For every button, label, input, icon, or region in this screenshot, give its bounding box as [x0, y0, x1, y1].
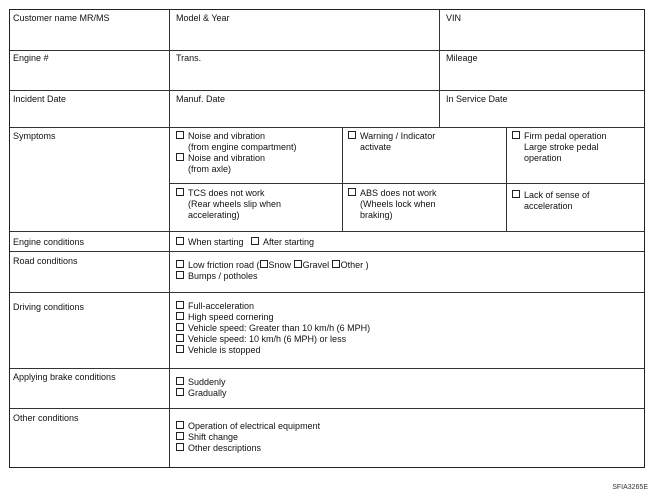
row-divider: [10, 368, 644, 369]
incident-date-label: Incident Date: [13, 94, 67, 104]
engine-conditions-label: Engine conditions: [13, 237, 85, 247]
symptom-firm-pedal: Firm pedal operation Large stroke pedal operation: [512, 131, 607, 164]
row-divider: [170, 183, 644, 184]
row-divider: [10, 50, 644, 51]
manuf-date-label: Manuf. Date: [176, 94, 226, 104]
row-divider: [10, 231, 644, 232]
figure-code: SFIA3265E: [612, 484, 648, 491]
checkbox[interactable]: [348, 131, 356, 139]
checkbox[interactable]: [176, 188, 184, 196]
checkbox[interactable]: [176, 421, 184, 429]
trans-label: Trans.: [176, 53, 202, 63]
column-divider: [506, 127, 507, 231]
checkbox[interactable]: [176, 237, 184, 245]
driving-conditions-label: Driving conditions: [13, 302, 85, 312]
customer-name-label: Customer name MR/MS: [13, 13, 110, 23]
checkbox[interactable]: [176, 388, 184, 396]
symptom-tcs: TCS does not work (Rear wheels slip when accelerating): [176, 188, 281, 221]
checkbox[interactable]: [348, 188, 356, 196]
row-divider: [10, 408, 644, 409]
checkbox[interactable]: [176, 131, 184, 139]
checkbox[interactable]: [176, 301, 184, 309]
checkbox[interactable]: [176, 334, 184, 342]
checkbox[interactable]: [176, 312, 184, 320]
other-conditions-label: Other conditions: [13, 413, 79, 423]
checkbox[interactable]: [176, 153, 184, 161]
column-divider: [169, 10, 170, 467]
checkbox[interactable]: [176, 432, 184, 440]
other-conditions-options: Operation of electrical equipment Shift change Other descriptions: [176, 421, 320, 454]
checkbox[interactable]: [251, 237, 259, 245]
checkbox[interactable]: [176, 443, 184, 451]
row-divider: [10, 90, 644, 91]
brake-conditions-options: Suddenly Gradually: [176, 377, 227, 399]
driving-conditions-options: Full-acceleration High speed cornering Vehicle speed: Greater than 10 km/h (6 MPH) Vehicle speed: 10 km/h (6 MPH) or less Vehicle is stopped: [176, 301, 370, 356]
brake-conditions-label: Applying brake conditions: [13, 372, 116, 382]
symptom-warning-indicator: Warning / Indicator activate: [348, 131, 435, 153]
engine-conditions-options: When starting After starting: [176, 237, 314, 248]
checkbox[interactable]: [512, 131, 520, 139]
checkbox[interactable]: [176, 377, 184, 385]
diagnostic-worksheet: [9, 9, 645, 468]
road-conditions-label: Road conditions: [13, 256, 78, 266]
checkbox[interactable]: [294, 260, 302, 268]
checkbox[interactable]: [332, 260, 340, 268]
model-year-label: Model & Year: [176, 13, 230, 23]
road-conditions-options: Low friction road ( Snow Gravel Other ) Bumps / potholes: [176, 260, 369, 282]
symptoms-label: Symptoms: [13, 131, 56, 141]
checkbox[interactable]: [176, 345, 184, 353]
row-divider: [10, 292, 644, 293]
mileage-label: Mileage: [446, 53, 478, 63]
symptom-lack-acceleration: Lack of sense of acceleration: [512, 190, 590, 212]
checkbox[interactable]: [176, 271, 184, 279]
symptom-noise-engine: Noise and vibration (from engine compartment) Noise and vibration (from axle): [176, 131, 297, 175]
row-divider: [10, 127, 644, 128]
vin-label: VIN: [446, 13, 462, 23]
symptom-abs: ABS does not work (Wheels lock when braking): [348, 188, 437, 221]
row-divider: [10, 251, 644, 252]
checkbox[interactable]: [176, 260, 184, 268]
checkbox[interactable]: [176, 323, 184, 331]
column-divider: [342, 127, 343, 231]
checkbox[interactable]: [512, 190, 520, 198]
column-divider: [439, 10, 440, 127]
engine-number-label: Engine #: [13, 53, 49, 63]
in-service-date-label: In Service Date: [446, 94, 508, 104]
checkbox[interactable]: [260, 260, 268, 268]
